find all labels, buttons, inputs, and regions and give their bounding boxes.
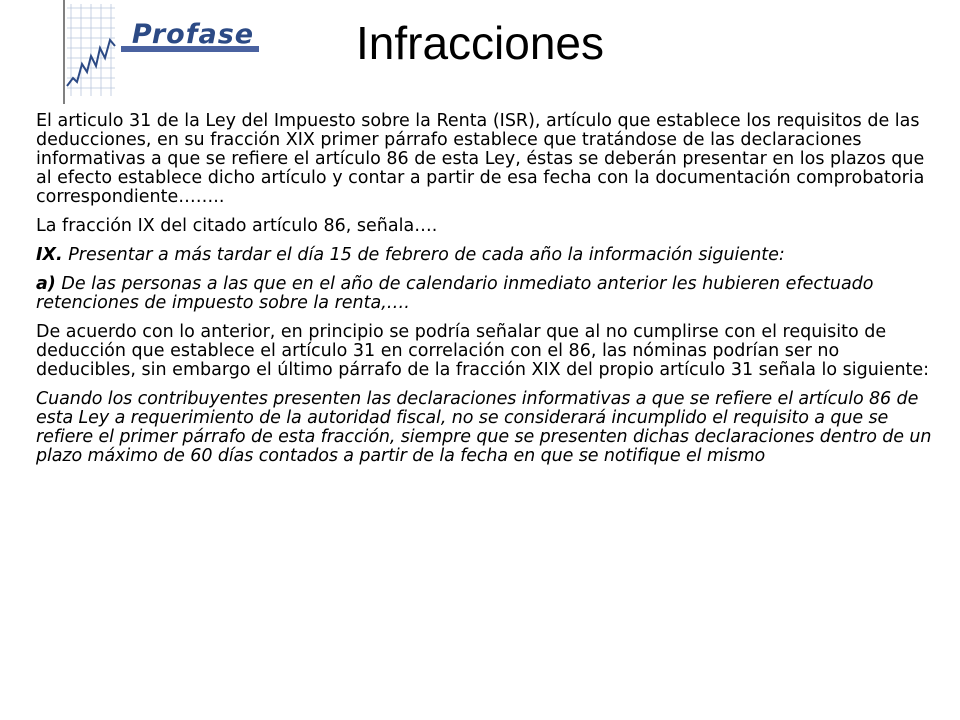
slide-body [36, 112, 936, 466]
paragraph-ix-quote [36, 246, 936, 265]
a-label: a) [36, 274, 56, 294]
paragraph-a-quote [36, 275, 936, 313]
slide-title: Infracciones [355, 17, 604, 69]
paragraph-articulo-31: El articulo 31 de la Ley del Impuesto sobre la Renta (ISR), artículo que establece los requisitos de las deducciones, en su fracción XIX primer párrafo establece que tratándose de las declaraciones informativas a que se refiere el artículo 86 de esta Ley, éstas se deberán presentar en los plazos que al efecto establece dicho artículo y contar a partir de esa fecha con la documentación comprobatoria correspondiente…….. [36, 111, 925, 207]
ix-label: IX. [36, 245, 63, 265]
paragraph-fraccion-ix: La fracción IX del citado artículo 86, señala…. [36, 216, 438, 236]
paragraph-de-acuerdo: De acuerdo con lo anterior, en principio se podría señalar que al no cumplirse con el requisito de deducción que establece el artículo 31 en correlación con el 86, las nóminas podrían ser no deducibles, sin embargo el último párrafo de la fracción XIX del propio artículo 31 señala lo siguiente: [36, 322, 930, 380]
a-text: De las personas a las que en el año de calendario inmediato anterior les hubieren efectuado retenciones de impuesto sobre la renta,…. [36, 274, 874, 313]
paragraph-cuando-quote: Cuando los contribuyentes presenten las declaraciones informativas a que se refiere el artículo 86 de esta Ley a requerimiento de la autoridad fiscal, no se considerará incumplido el requisito a que se refiere el primer párrafo de esta fracción, siempre que se presenten dichas declaraciones dentro de un plazo máximo de 60 días contados a partir de la fecha en que se notifique el mismo [36, 389, 932, 466]
ix-text: Presentar a más tardar el día 15 de febrero de cada año la información siguiente: [62, 245, 785, 265]
logo-wordmark: Profase [131, 19, 255, 50]
